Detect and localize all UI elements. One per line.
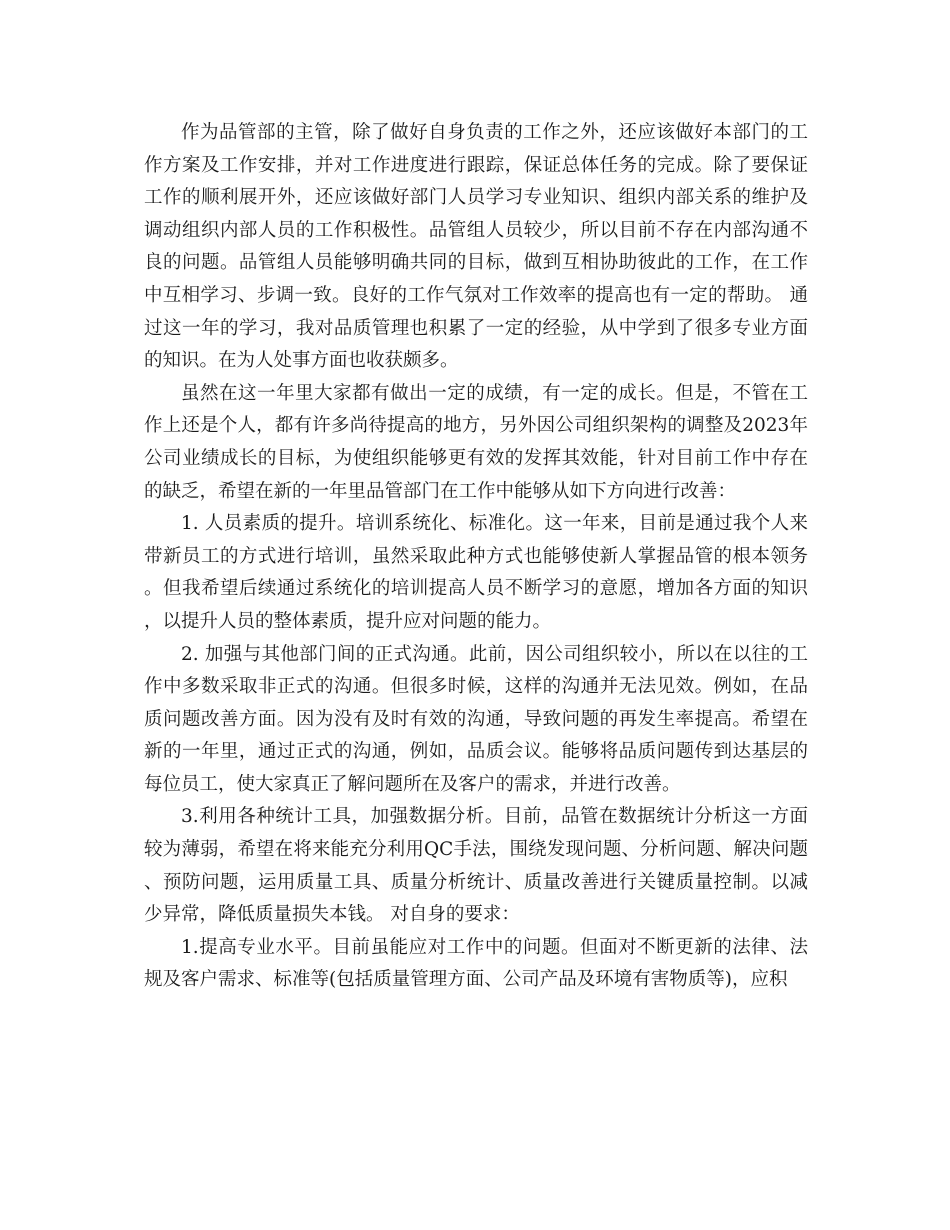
paragraph-item-3: 3.利用各种统计工具，加强数据分析。目前，品管在数据统计分析这一方面较为薄弱，希望在将来能充分利用QC手法，围绕发现问题、分析问题、解决问题、预防问题，运用质量工具、质量分析统计、质量改善进行关键质量控制。以减少异常，降低质量损失本钱。 对自身的要求： — [144, 806, 808, 926]
document-page — [144, 117, 808, 997]
paragraph-intro: 作为品管部的主管，除了做好自身负责的工作之外，还应该做好本部门的工作方案及工作安排，并对工作进度进行跟踪，保证总体任务的完成。除了要保证工作的顺利展开外，还应该做好部门人员学习专业知识、组织内部关系的维护及调动组织内部人员的工作积极性。品管组人员较少，所以目前不存在内部沟通不良的问题。品管组人员能够明确共同的目标，做到互相协助彼此的工作，在工作中互相学习、步调一致。良好的工作气氛对工作效率的提高也有一定的帮助。 通过这一年的学习，我对品质管理也积累了一定的经验，从中学到了很多专业方面的知识。在为人处事方面也收获颇多。 — [144, 122, 808, 372]
paragraph-improvement-intro: 虽然在这一年里大家都有做出一定的成绩，有一定的成长。但是，不管在工作上还是个人，都有许多尚待提高的地方，另外因公司组织架构的调整及2023年公司业绩成长的目标，为使组织能够更有效的发挥其效能，针对目前工作中存在的缺乏，希望在新的一年里品管部门在工作中能够从如下方向进行改善： — [144, 382, 808, 502]
paragraph-item-2: 2. 加强与其他部门间的正式沟通。此前，因公司组织较小，所以在以往的工作中多数采取非正式的沟通。但很多时候，这样的沟通并无法见效。例如，在品质问题改善方面。因为没有及时有效的沟通，导致问题的再发生率提高。希望在新的一年里，通过正式的沟通，例如，品质会议。能够将品质问题传到达基层的每位员工，使大家真正了解问题所在及客户的需求，并进行改善。 — [144, 643, 808, 795]
paragraph-self-requirement-1: 1.提高专业水平。目前虽能应对工作中的问题。但面对不断更新的法律、法规及客户需求、标准等(包括质量管理方面、公司产品及环境有害物质等)，应积 — [144, 936, 808, 991]
paragraph-item-1: 1. 人员素质的提升。培训系统化、标准化。这一年来，目前是通过我个人来带新员工的方式进行培训，虽然采取此种方式也能够使新人掌握品管的根本领务。但我希望后续通过系统化的培训提高人员不断学习的意愿，增加各方面的知识，以提升人员的整体素质，提升应对问题的能力。 — [144, 513, 808, 632]
